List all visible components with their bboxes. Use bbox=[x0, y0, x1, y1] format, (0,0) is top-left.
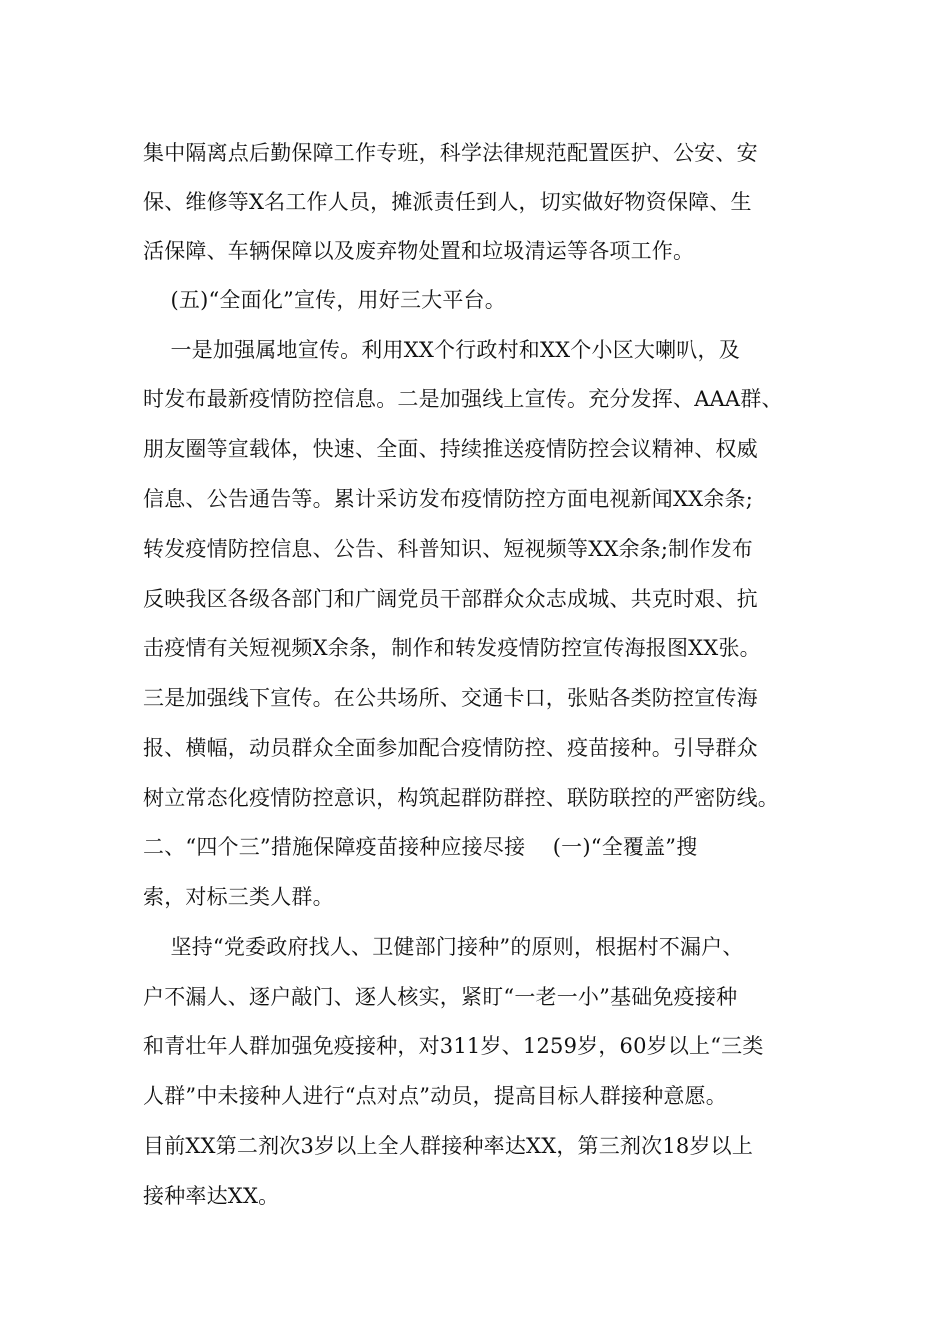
text-line: 反映我区各级各部门和广阔党员干部群众众志成城、共克时艰、抗 bbox=[143, 587, 758, 611]
text-line: 信息、公告通告等。累计采访发布疫情防控方面电视新闻XX余条; bbox=[143, 487, 753, 511]
text-line: 坚持“党委政府找人、卫健部门接种”的原则，根据村不漏户、 bbox=[143, 935, 744, 959]
text-line: 和青壮年人群加强免疫接种，对311岁、1259岁，60岁以上“三类 bbox=[143, 1034, 764, 1058]
text-line: 接种率达XX。 bbox=[143, 1184, 280, 1208]
text-line: 集中隔离点后勤保障工作专班，科学法律规范配置医护、公安、安 bbox=[143, 141, 758, 165]
text-line: 树立常态化疫情防控意识，构筑起群防群控、联防联控的严密防线。 bbox=[143, 786, 779, 810]
section-heading: (五)“全面化”宣传，用好三大平台。 bbox=[143, 288, 506, 312]
text-line: 保、维修等X名工作人员，摊派责任到人，切实做好物资保障、生 bbox=[143, 190, 752, 214]
text-line: 活保障、车辆保障以及废弃物处置和垃圾清运等各项工作。 bbox=[143, 239, 695, 263]
text-line: 人群”中未接种人进行“点对点”动员，提高目标人群接种意愿。 bbox=[143, 1084, 728, 1108]
text-line: 一是加强属地宣传。利用XX个行政村和XX个小区大喇叭，及 bbox=[143, 338, 740, 362]
text-line: 时发布最新疫情防控信息。二是加强线上宣传。充分发挥、AAA群、 bbox=[143, 387, 783, 411]
section-heading: 二、“四个三”措施保障疫苗接种应接尽接 (一)“全覆盖”搜 bbox=[143, 835, 698, 859]
text-line: 索，对标三类人群。 bbox=[143, 885, 334, 909]
text-line: 户不漏人、逐户敲门、逐人核实，紧盯“一老一小”基础免疫接种 bbox=[143, 985, 738, 1009]
text-line: 目前XX第二剂次3岁以上全人群接种率达XX，第三剂次18岁以上 bbox=[143, 1134, 754, 1158]
text-line: 击疫情有关短视频X余条，制作和转发疫情防控宣传海报图XX张。 bbox=[143, 636, 761, 660]
text-line: 转发疫情防控信息、公告、科普知识、短视频等XX余条;制作发布 bbox=[143, 537, 753, 561]
text-line: 三是加强线下宣传。在公共场所、交通卡口，张贴各类防控宣传海 bbox=[143, 686, 758, 710]
text-line: 朋友圈等宣载体，快速、全面、持续推送疫情防控会议精神、权威 bbox=[143, 437, 758, 461]
text-line: 报、横幅，动员群众全面参加配合疫情防控、疫苗接种。引导群众 bbox=[143, 736, 758, 760]
